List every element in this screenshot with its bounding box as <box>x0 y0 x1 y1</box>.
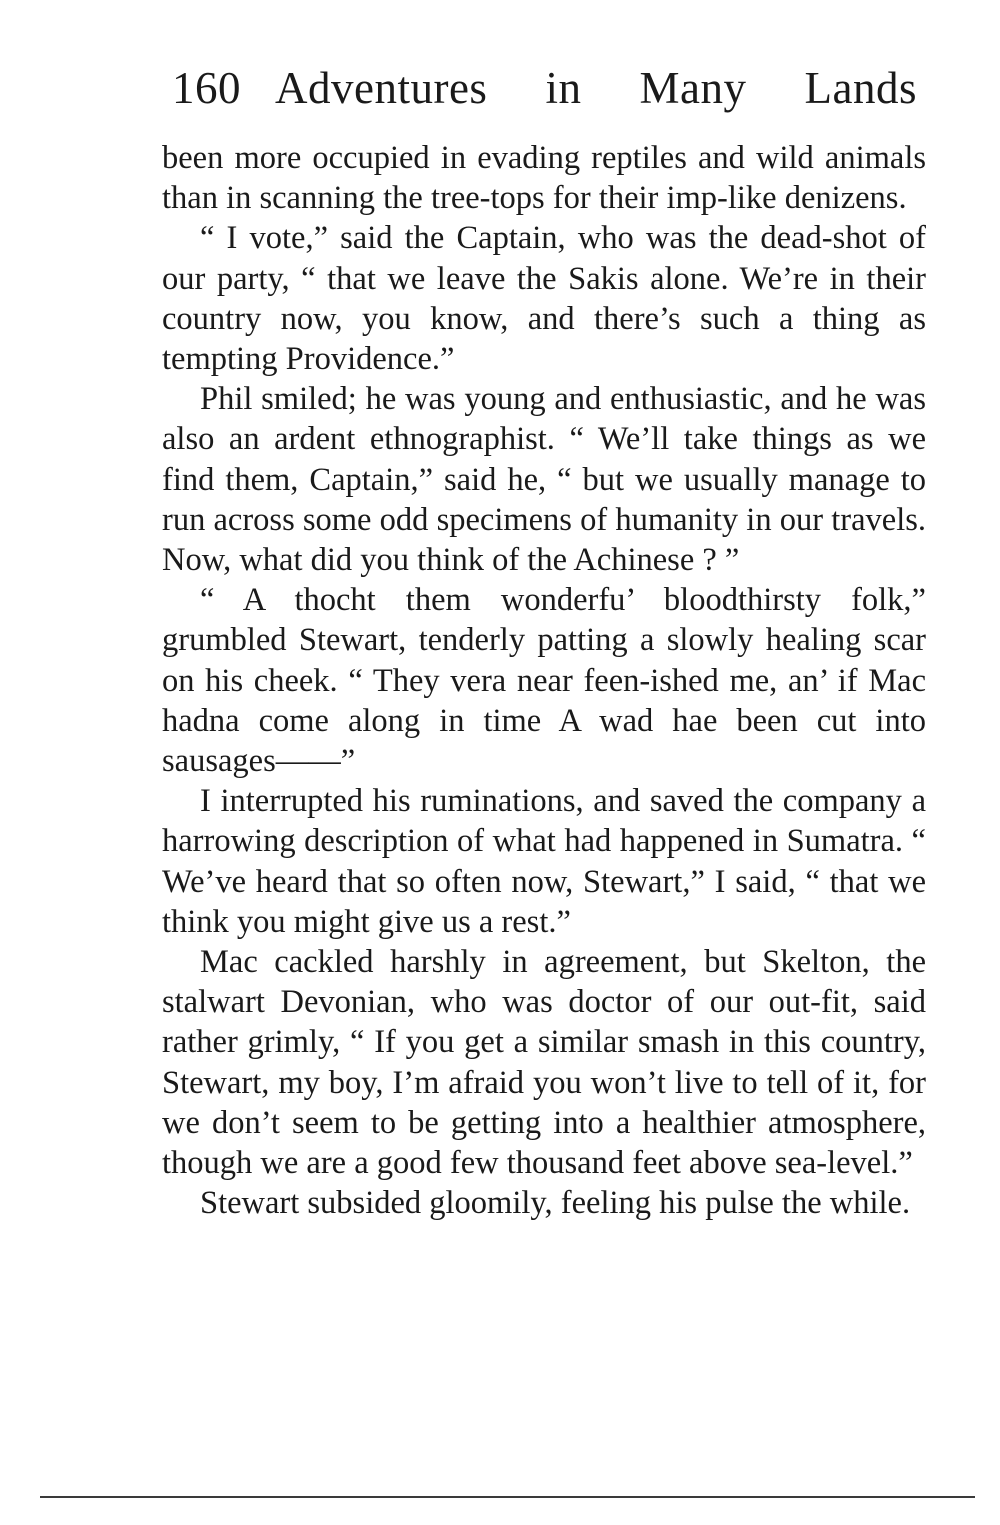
paragraph-phil-smiled: Phil smiled; he was young and enthusiastic, and he was also an ardent ethnographist. “ We’ll take things as we find them, Captain,” said he, “ but we usually manage to run across some odd specimens of humanity in our travels. Now, what did you think of the Achinese ? ” <box>162 381 926 579</box>
book-title: Adventures in Many Lands <box>275 63 917 113</box>
paragraph-skelton: Mac cackled harshly in agreement, but Skelton, the stalwart Devonian, who was doctor of our out-fit, said rather grimly, “ If you get a similar smash in this country, Stewart, my boy, I’m afraid you won’t live to tell of it, for we don’t seem to be getting into a healthier atmosphere, though we are a good few thousand feet above sea-level.” <box>162 944 926 1182</box>
running-head <box>172 62 917 122</box>
paragraph-captain-vote: “ I vote,” said the Captain, who was the dead-shot of our party, “ that we leave the Sakis alone. We’re in their country now, you know, and there’s such a thing as tempting Providence.” <box>162 220 926 378</box>
paragraph-continued: been more occupied in evading reptiles and wild animals than in scanning the tree-tops for their imp-like denizens. <box>162 140 926 217</box>
page-number: 160 <box>172 63 241 113</box>
body-text <box>162 138 926 1223</box>
paragraph-stewart-grumbled: “ A thocht them wonderfu’ bloodthirsty folk,” grumbled Stewart, tenderly patting a slowly healing scar on his cheek. “ They vera near feen-ished me, an’ if Mac hadna come along in time A wad hae been cut into sausages——” <box>162 582 926 780</box>
paragraph-stewart-subsided: Stewart subsided gloomily, feeling his pulse the while. <box>200 1185 911 1222</box>
paragraph-interrupted: I interrupted his ruminations, and saved the company a harrowing description of what had happened in Sumatra. “ We’ve heard that so often now, Stewart,” I said, “ that we think you might give us a rest.” <box>162 783 926 940</box>
bottom-rule <box>40 1496 975 1498</box>
